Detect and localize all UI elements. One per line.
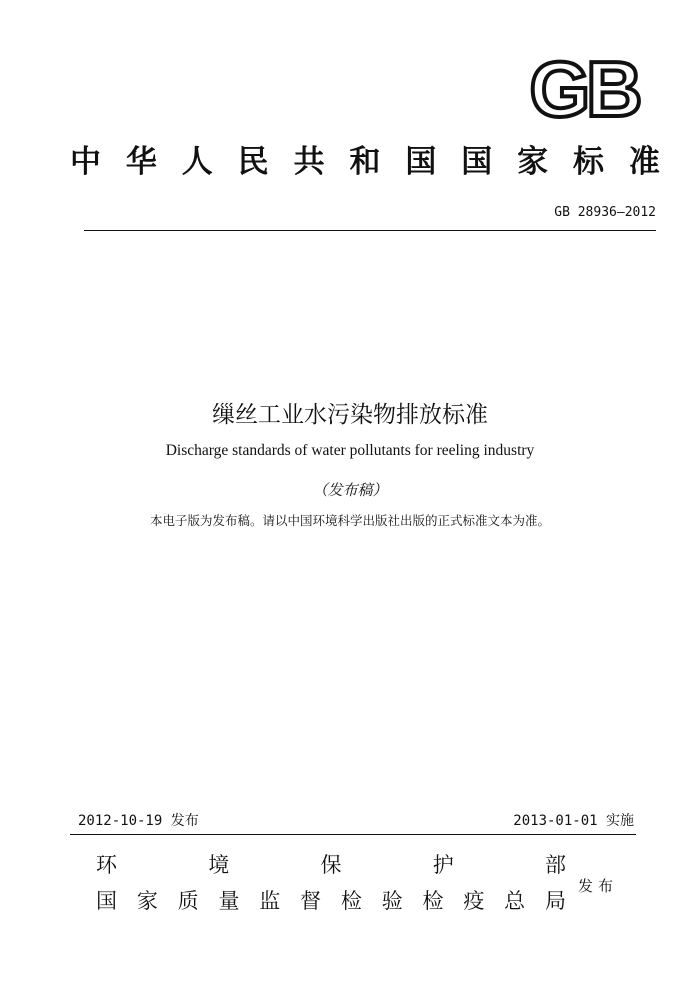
draft-note: 本电子版为发布稿。请以中国环境科学出版社出版的正式标准文本为准。 bbox=[149, 513, 550, 528]
issuer-ministry bbox=[96, 850, 566, 878]
issuer-administration-char: 局 bbox=[544, 889, 566, 913]
national-title-char: 国 bbox=[461, 143, 493, 180]
national-title-char: 标 bbox=[573, 143, 605, 180]
issuer-administration-char: 验 bbox=[381, 889, 403, 913]
issuer-administration-char: 疫 bbox=[463, 889, 485, 913]
footer-divider bbox=[70, 834, 636, 835]
issuer-ministry-char: 境 bbox=[208, 853, 230, 877]
issuer-administration-char: 家 bbox=[136, 889, 158, 913]
national-title-char: 华 bbox=[125, 143, 157, 180]
national-title-char: 民 bbox=[237, 143, 269, 180]
standard-number: GB 28936—2012 bbox=[554, 205, 656, 220]
issuer-administration bbox=[96, 886, 566, 914]
national-title-char: 国 bbox=[405, 143, 437, 180]
issue-date: 2012-10-19 发布 bbox=[78, 813, 199, 829]
gb-logo-graphic bbox=[514, 52, 654, 124]
issuer-ministry-char: 环 bbox=[96, 853, 117, 877]
issuer-ministry-char: 护 bbox=[432, 853, 454, 877]
publish-label: 发布 bbox=[578, 877, 619, 895]
issuer-administration-char: 检 bbox=[340, 889, 362, 913]
issuer-ministry-char: 保 bbox=[320, 853, 342, 877]
gb-logo bbox=[514, 52, 654, 124]
header-divider bbox=[84, 230, 656, 231]
document-title-chinese: 缫丝工业水污染物排放标准 bbox=[212, 402, 488, 428]
national-title-char: 人 bbox=[181, 143, 213, 180]
implementation-date: 2013-01-01 实施 bbox=[513, 813, 634, 829]
issuer-ministry-char: 部 bbox=[545, 853, 566, 877]
national-title-char: 中 bbox=[70, 143, 101, 180]
issuer-administration-char: 监 bbox=[259, 889, 281, 913]
national-standard-heading bbox=[70, 136, 660, 180]
national-title-char: 准 bbox=[628, 143, 660, 180]
gb-logo-text: GB bbox=[529, 52, 639, 124]
issuer-administration-char: 国 bbox=[96, 889, 117, 913]
issuer-administration-char: 量 bbox=[218, 889, 240, 913]
draft-label: （发布稿） bbox=[312, 481, 388, 499]
issuer-administration-char: 检 bbox=[422, 889, 444, 913]
national-title-char: 和 bbox=[349, 143, 381, 180]
issuer-administration-char: 督 bbox=[300, 889, 322, 913]
document-title-english: Discharge standards of water pollutants for reeling industry bbox=[165, 442, 535, 459]
national-title-char: 共 bbox=[293, 143, 325, 180]
national-title-char: 家 bbox=[517, 143, 549, 180]
issuer-administration-char: 质 bbox=[177, 889, 199, 913]
issuer-administration-char: 总 bbox=[504, 889, 526, 913]
